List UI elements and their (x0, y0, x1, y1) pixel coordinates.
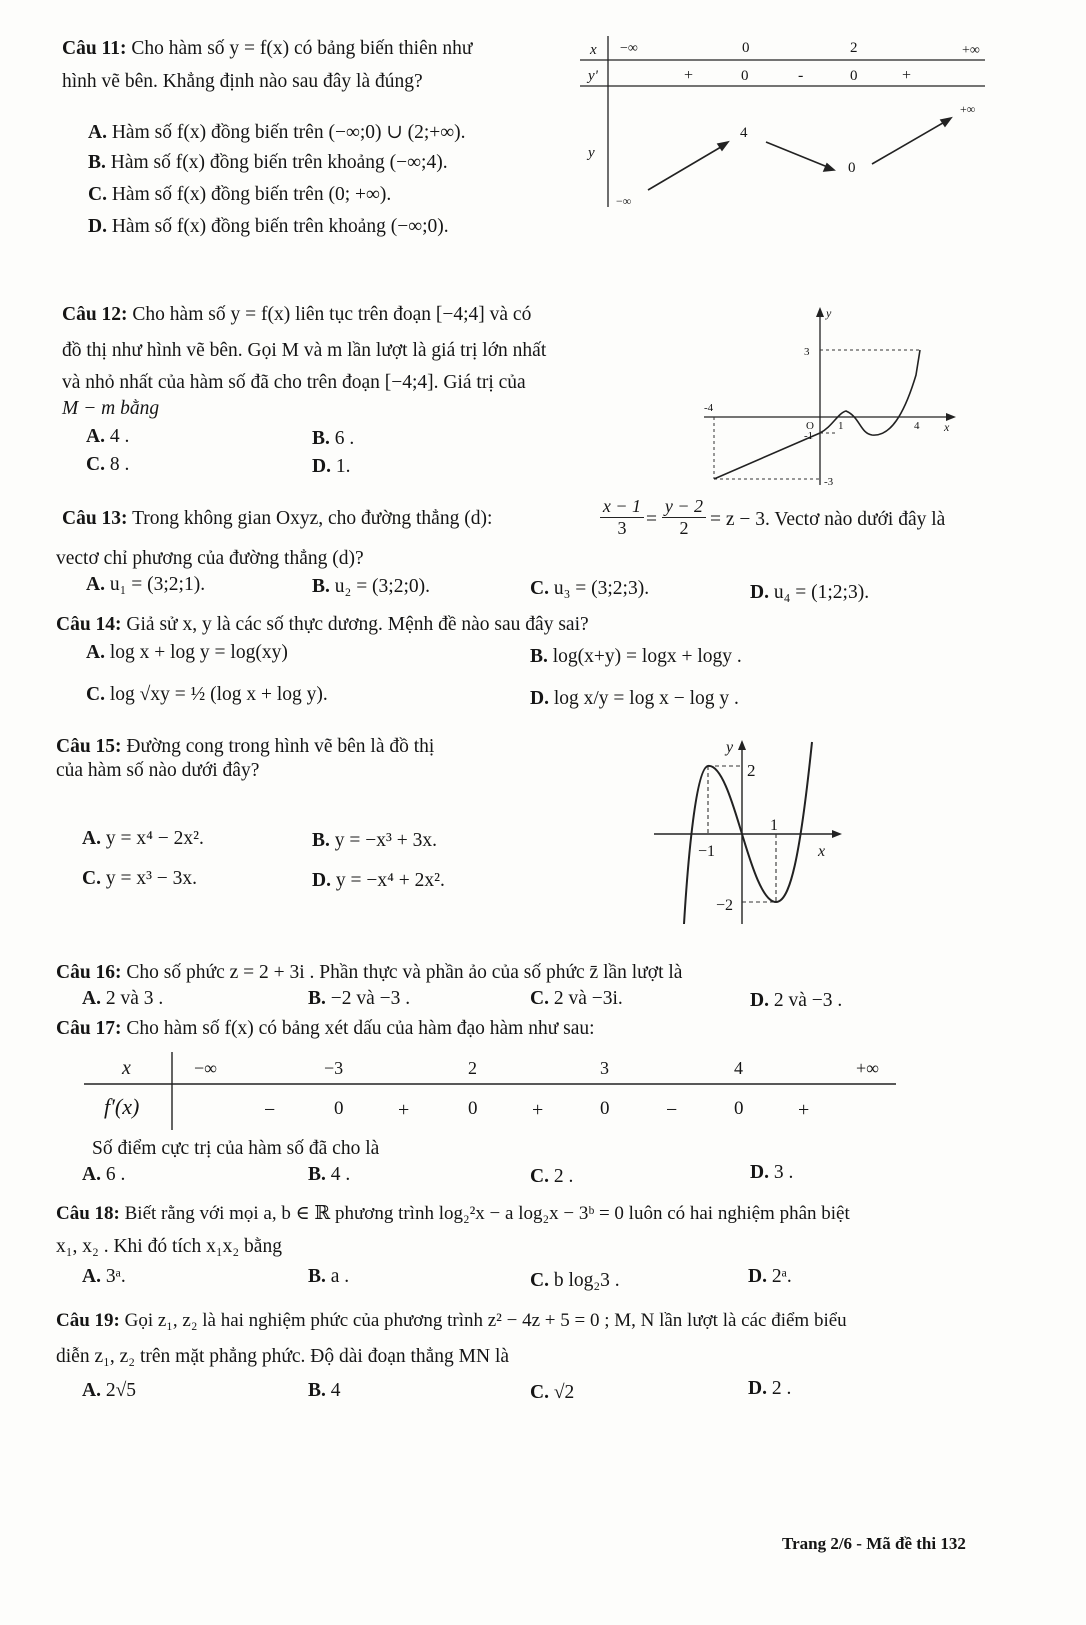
q18-label: Câu 18: (56, 1203, 120, 1224)
q11-sign-1: 0 (741, 68, 749, 84)
q11-option-d: D. Hàm số f(x) đồng biến trên khoảng (−∞;0). (88, 216, 449, 237)
q17-text: Cho hàm số f(x) có bảng xét dấu của hàm đạo hàm như sau: (126, 1018, 595, 1039)
q15-option-b: B. y = −x³ + 3x. (312, 830, 437, 851)
q12-label: Câu 12: (62, 304, 128, 325)
q13-option-c: C. u₃ = (3;2;3). (530, 578, 650, 599)
q15-graph (650, 738, 850, 928)
q17-line1 (56, 1018, 595, 1040)
q11-text1: Cho hàm số y = f(x) có bảng biến thiên như (131, 38, 473, 59)
q11-y-val-3: +∞ (960, 102, 976, 116)
q19-option-c: C. √2 (530, 1382, 575, 1403)
q15-label-1: 1 (770, 817, 778, 834)
q13-label: Câu 13: (62, 508, 128, 529)
q11-x-val-2: 2 (850, 40, 858, 56)
q17-sign-0: − (264, 1099, 276, 1121)
q13-frac2-den: 2 (679, 518, 689, 538)
q19-line1 (56, 1310, 847, 1332)
q13-frac1-num: x − 1 (600, 496, 644, 518)
q11-option-c: C. Hàm số f(x) đồng biến trên (0; +∞). (88, 184, 392, 205)
q12-label-neg4: -4 (704, 402, 714, 414)
q11-y-val-1: 4 (740, 125, 748, 141)
q15-option-c: C. y = x³ − 3x. (82, 868, 198, 889)
q12-curve (714, 350, 920, 479)
q11-sign-4: + (902, 67, 912, 84)
q12-y-label: y (826, 306, 832, 320)
q16-label: Câu 16: (56, 962, 122, 983)
q17-x-val-2: 2 (468, 1058, 477, 1078)
q13-eq: = (646, 509, 657, 530)
q12-text2: đồ thị như hình vẽ bên. Gọi M và m lần lượt là giá trị lớn nhất (62, 340, 547, 361)
q12-graph (700, 305, 965, 495)
q17-sign-2: + (398, 1099, 410, 1121)
q17-x-val-0: −∞ (194, 1058, 217, 1078)
q12-option-b: B. 6 . (312, 428, 355, 449)
q17-option-d: D. 3 . (750, 1162, 794, 1183)
q11-variation-table (580, 32, 1000, 212)
q11-label: Câu 11: (62, 38, 127, 59)
q19-option-b: B. 4 (308, 1380, 341, 1401)
q19-option-a: A. 2√5 (82, 1380, 137, 1401)
q17-option-a: A. 6 . (82, 1164, 126, 1185)
q13-option-d: D. u₄ = (1;2;3). (750, 582, 870, 603)
q14-text: Giả sử x, y là các số thực dương. Mệnh đề nào sau đây sai? (126, 614, 589, 635)
q17-x-val-4: 4 (734, 1058, 743, 1078)
q15-label-neg1: −1 (698, 843, 716, 860)
q11-option-a: A. Hàm số f(x) đồng biến trên (−∞;0) ∪ (2;+∞). (88, 122, 466, 143)
q18-option-b: B. a . (308, 1266, 350, 1287)
q13-frac1-den: 3 (617, 518, 627, 538)
q13-text2: vectơ chỉ phương của đường thẳng (d)? (56, 548, 364, 569)
q11-text2: hình vẽ bên. Khẳng định nào sau đây là đúng? (62, 71, 423, 92)
q11-arrow-up-1 (648, 144, 726, 190)
q14-label: Câu 14: (56, 614, 122, 635)
q14-option-c: C. log √xy = ½ (log x + log y). (86, 684, 328, 705)
q16-option-d: D. 2 và −3 . (750, 990, 843, 1011)
q12-label-1: 1 (838, 420, 844, 432)
q13-line1 (62, 508, 492, 530)
q12-text4: M − m bằng (62, 398, 160, 419)
q19-option-d: D. 2 . (748, 1378, 792, 1399)
q15-option-d: D. y = −x⁴ + 2x². (312, 870, 445, 891)
q14-option-a: A. log x + log y = log(xy) (86, 642, 288, 663)
q17-sign-6: − (666, 1099, 678, 1121)
q17-sign-1: 0 (334, 1098, 344, 1119)
q12-label-neg3: -3 (824, 476, 834, 488)
q16-text: Cho số phức z = 2 + 3i . Phần thực và phần ảo của số phức z̄ lần lượt là (126, 962, 683, 983)
page-footer: Trang 2/6 - Mã đề thi 132 (782, 1534, 966, 1553)
q12-option-c: C. 8 . (86, 454, 130, 475)
q15-text2: của hàm số nào dưới đây? (56, 760, 260, 781)
q11-y-val-0: −∞ (616, 194, 632, 208)
q11-sign-2: - (798, 67, 804, 84)
q17-fp-label: f′(x) (104, 1094, 140, 1119)
q17-sign-4: + (532, 1099, 544, 1121)
q11-arrow-up-2 (872, 120, 948, 164)
q11-x-val-0: −∞ (620, 41, 638, 56)
q12-option-a: A. 4 . (86, 426, 130, 447)
q12-option-d: D. 1. (312, 456, 351, 477)
q12-x-label: x (944, 420, 950, 434)
q11-sign-3: 0 (850, 68, 858, 84)
q16-option-b: B. −2 và −3 . (308, 988, 411, 1009)
q11-line1 (62, 38, 472, 60)
q11-y-val-2: 0 (848, 160, 856, 176)
q17-sign-5: 0 (600, 1098, 610, 1119)
q11-x-label: x (590, 42, 597, 58)
q12-text1: Cho hàm số y = f(x) liên tục trên đoạn [−4;4] và có (132, 304, 532, 325)
q18-line1 (56, 1202, 850, 1225)
q18-option-c: C. b log₂3 . (530, 1270, 620, 1291)
q17-option-b: B. 4 . (308, 1164, 351, 1185)
q11-x-val-1: 0 (742, 40, 750, 56)
q15-x-label: x (818, 843, 826, 860)
q17-x-val-5: +∞ (856, 1058, 879, 1078)
q18-option-a: A. 3ᵃ. (82, 1266, 126, 1287)
q16-line1 (56, 962, 682, 984)
q11-y-label: y (588, 145, 595, 161)
q15-label-neg2: −2 (716, 897, 734, 914)
q19-text2: diễn z₁, z₂ trên mặt phẳng phức. Độ dài đoạn thẳng MN là (56, 1346, 510, 1367)
q16-option-a: A. 2 và 3 . (82, 988, 164, 1009)
q17-x-val-1: −3 (324, 1058, 344, 1078)
q17-sign-8: + (798, 1099, 810, 1121)
q19-label: Câu 19: (56, 1310, 120, 1331)
q12-line1 (62, 304, 531, 326)
q13-text1: Trong không gian Oxyz, cho đường thẳng (d): (132, 508, 493, 529)
q15-label-2: 2 (747, 761, 756, 780)
q12-label-o: O (806, 420, 814, 432)
q18-text1: Biết rằng với mọi a, b ∈ ℝ phương trình log₂²x − a log₂x − 3ᵇ = 0 luôn có hai nghiệm phân biệt (124, 1203, 850, 1224)
q16-option-c: C. 2 và −3i. (530, 988, 623, 1009)
q11-sign-0: + (684, 67, 694, 84)
q15-option-a: A. y = x⁴ − 2x². (82, 828, 204, 849)
q14-line1 (56, 614, 589, 636)
q15-y-label: y (726, 739, 734, 756)
q14-option-b: B. log(x+y) = logx + logy . (530, 646, 742, 667)
q11-arrow-down (766, 142, 830, 168)
q17-question: Số điểm cực trị của hàm số đã cho là (92, 1138, 380, 1159)
q13-option-a: A. u₁ = (3;2;1). (86, 574, 206, 595)
q17-sign-7: 0 (734, 1098, 744, 1119)
q12-text3: và nhỏ nhất của hàm số đã cho trên đoạn [−4;4]. Giá trị của (62, 372, 526, 393)
q17-option-c: C. 2 . (530, 1166, 574, 1187)
q13-frac2-num: y − 2 (662, 496, 706, 518)
q19-text1: Gọi z₁, z₂ là hai nghiệm phức của phương trình z² − 4z + 5 = 0 ; M, N lần lượt là các điểm biểu (124, 1310, 847, 1331)
q11-x-val-3: +∞ (962, 43, 980, 58)
q12-label-3: 3 (804, 346, 810, 358)
q18-text2: x₁, x₂ . Khi đó tích x₁x₂ bằng (56, 1236, 282, 1257)
q13-option-b: B. u₂ = (3;2;0). (312, 576, 431, 597)
q17-label: Câu 17: (56, 1018, 122, 1039)
q17-x-val-3: 3 (600, 1058, 609, 1078)
q15-line1 (56, 736, 434, 758)
q17-sign-3: 0 (468, 1098, 478, 1119)
q13-frac2 (662, 496, 706, 539)
q18-option-d: D. 2ᵃ. (748, 1266, 792, 1287)
q17-sign-table (84, 1050, 904, 1134)
q12-label-4: 4 (914, 420, 920, 432)
q11-option-b: B. Hàm số f(x) đồng biến trên khoảng (−∞;4). (88, 152, 448, 173)
q15-text1: Đường cong trong hình vẽ bên là đồ thị (126, 736, 435, 757)
q12-label-neg1: -1 (804, 430, 814, 442)
q15-label: Câu 15: (56, 736, 122, 757)
q11-dy-label: y' (588, 68, 598, 84)
q13-frac1 (600, 496, 644, 539)
q13-text-after: = z − 3. Vectơ nào dưới đây là (710, 509, 946, 530)
q14-option-d: D. log x/y = log x − log y . (530, 688, 739, 709)
q17-x-label: x (122, 1057, 131, 1079)
